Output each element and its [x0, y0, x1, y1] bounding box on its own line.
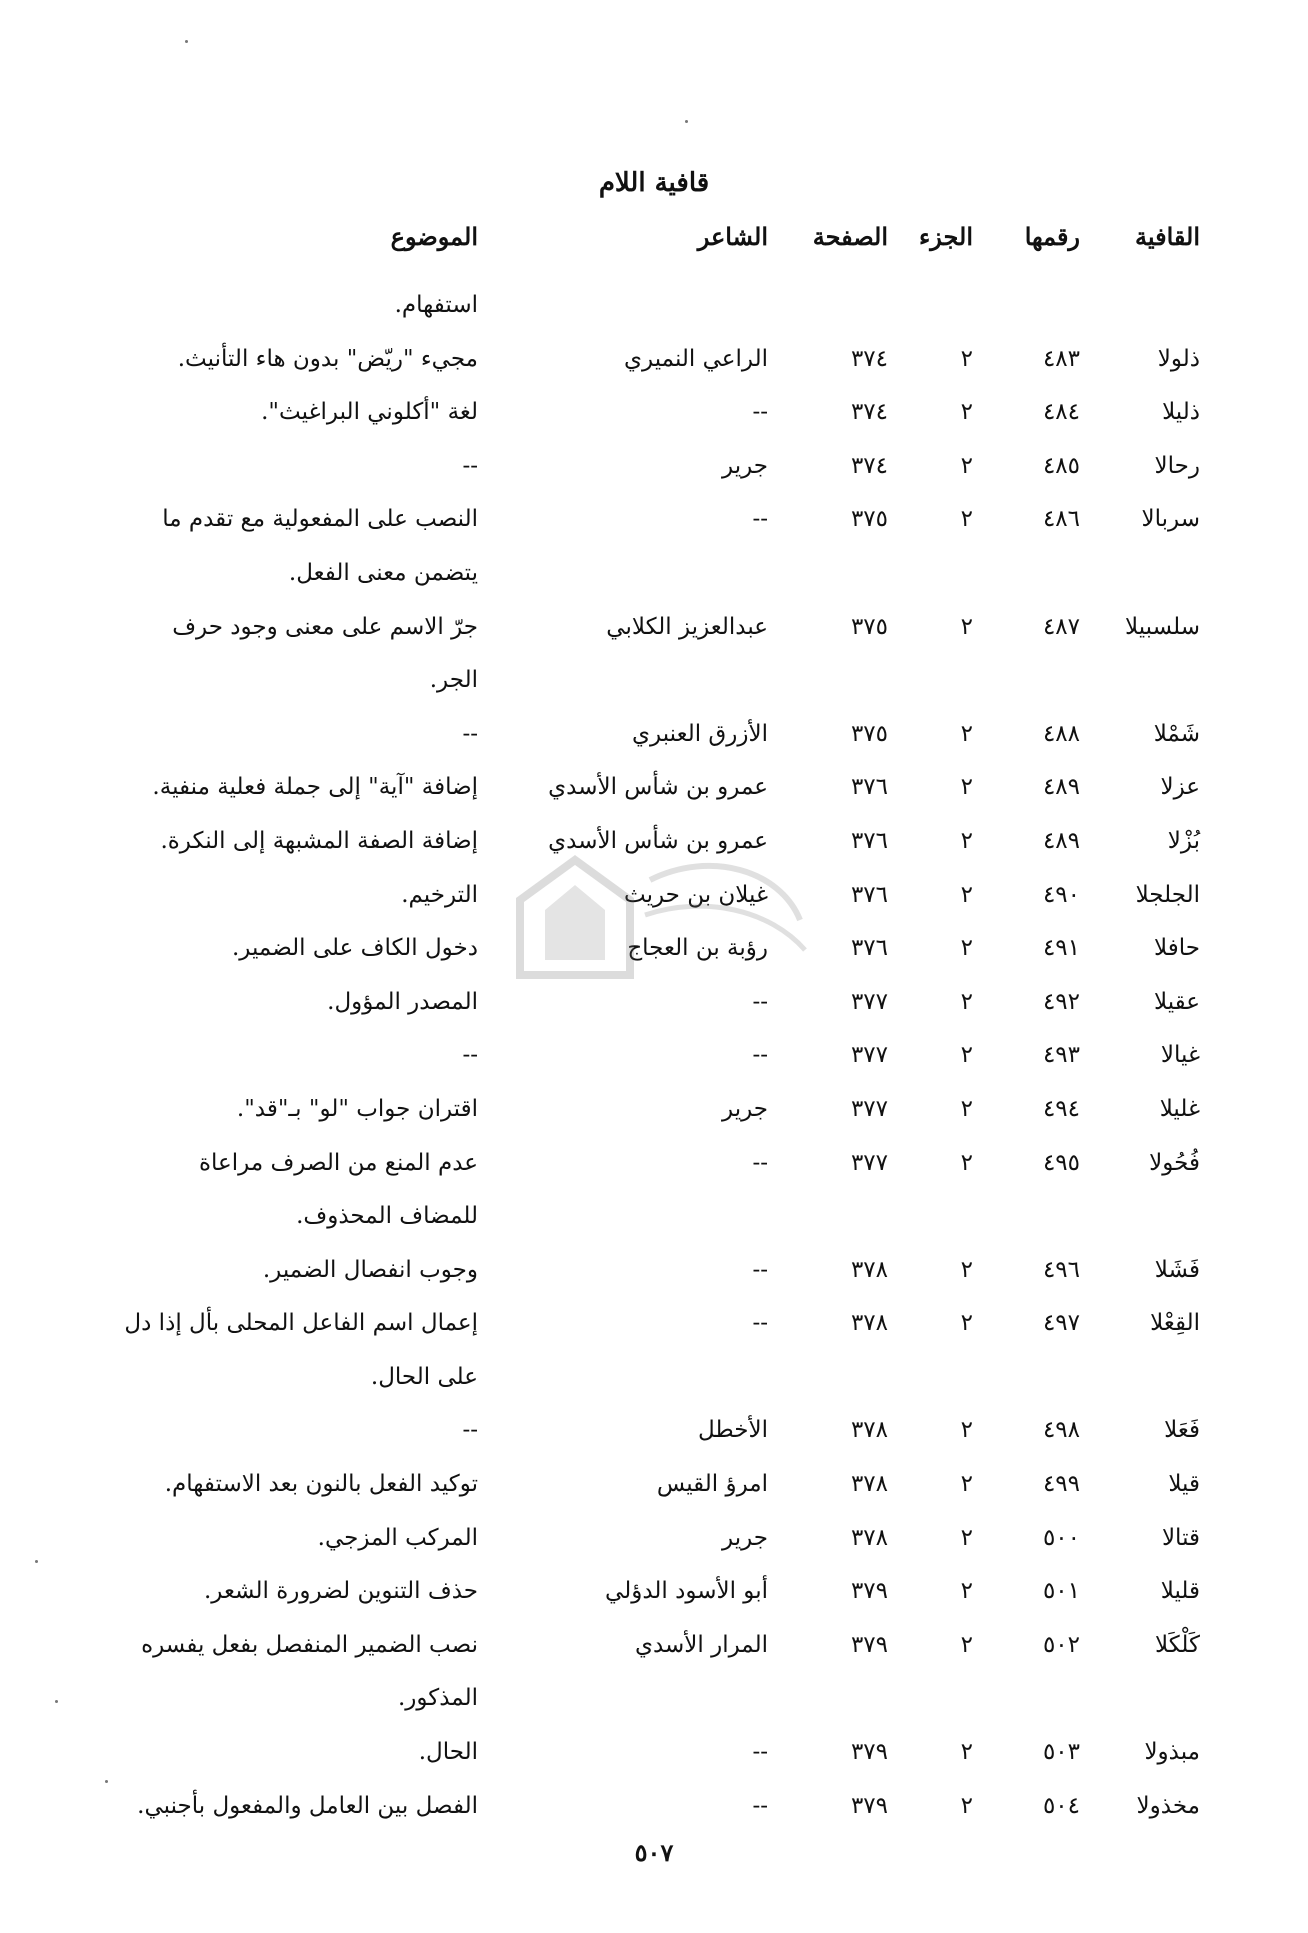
poet-cell: الأخطل [697, 1417, 768, 1444]
number-cell: ٥٠٤ [1042, 1792, 1080, 1819]
table-row [0, 764, 1308, 818]
topic-cell: المذكور. [397, 1685, 478, 1712]
poet-cell: -- [752, 1792, 768, 1819]
part-cell: ٢ [960, 720, 973, 747]
topic-cell: إعمال اسم الفاعل المحلى بأل إذا دل [124, 1310, 478, 1337]
table-row [0, 1247, 1308, 1301]
rhyme-cell: رحالا [1154, 452, 1200, 479]
table-row [0, 1568, 1308, 1622]
table-row [0, 925, 1308, 979]
topic-cell: -- [462, 1417, 478, 1444]
table-row [0, 979, 1308, 1033]
table-row [0, 496, 1308, 550]
poet-cell: أبو الأسود الدؤلي [605, 1578, 768, 1605]
scan-speck [105, 1780, 108, 1783]
index-table [0, 282, 1308, 1819]
scan-speck [55, 1700, 58, 1703]
rhyme-cell: مخذولا [1136, 1792, 1200, 1819]
poet-cell: -- [752, 1042, 768, 1069]
part-cell: ٢ [960, 1471, 973, 1498]
table-row [0, 282, 1308, 336]
topic-cell: المركب المزجي. [317, 1524, 478, 1551]
part-cell: ٢ [960, 774, 973, 801]
table-row [0, 657, 1308, 711]
part-cell: ٢ [960, 1631, 973, 1658]
part-cell: ٢ [960, 1792, 973, 1819]
page-cell: ٣٧٦ [850, 881, 888, 908]
poet-cell: عمرو بن شأس الأسدي [548, 827, 768, 854]
rhyme-cell: سربالا [1141, 506, 1200, 533]
rhyme-cell: القِعْلا [1150, 1310, 1200, 1337]
topic-cell: وجوب انفصال الضمير. [262, 1256, 478, 1283]
topic-cell: -- [462, 720, 478, 747]
page-cell: ٣٧٨ [850, 1471, 888, 1498]
part-cell: ٢ [960, 1578, 973, 1605]
page-cell: ٣٧٩ [850, 1739, 888, 1766]
page-cell: ٣٧٨ [850, 1310, 888, 1337]
page-cell: ٣٧٦ [850, 827, 888, 854]
topic-cell: الترخيم. [401, 881, 478, 908]
number-cell: ٥٠١ [1042, 1578, 1080, 1605]
topic-cell: إضافة الصفة المشبهة إلى النكرة. [160, 827, 478, 854]
table-row [0, 1140, 1308, 1194]
column-header-part: الجزء [919, 222, 973, 251]
topic-cell: الجر. [429, 667, 478, 694]
topic-cell: حذف التنوين لضرورة الشعر. [203, 1578, 478, 1605]
topic-cell: الفصل بين العامل والمفعول بأجنبي. [137, 1792, 478, 1819]
poet-cell: المرار الأسدي [634, 1631, 768, 1658]
column-header-topic: الموضوع [390, 222, 478, 251]
rhyme-cell: مبذولا [1144, 1739, 1200, 1766]
rhyme-cell: فَعَلا [1164, 1417, 1200, 1444]
page-cell: ٣٧٧ [850, 1149, 888, 1176]
part-cell: ٢ [960, 1149, 973, 1176]
number-cell: ٤٩١ [1042, 935, 1080, 962]
part-cell: ٢ [960, 1042, 973, 1069]
table-row [0, 1354, 1308, 1408]
topic-cell: المصدر المؤول. [327, 988, 478, 1015]
poet-cell: -- [752, 988, 768, 1015]
poet-cell: امرؤ القيس [656, 1471, 768, 1498]
part-cell: ٢ [960, 1256, 973, 1283]
number-cell: ٤٩٠ [1042, 881, 1080, 908]
topic-cell: يتضمن معنى الفعل. [288, 559, 478, 586]
rhyme-cell: شَمْلا [1153, 720, 1200, 747]
topic-cell: للمضاف المحذوف. [296, 1203, 478, 1230]
poet-cell: جرير [722, 1524, 768, 1551]
part-cell: ٢ [960, 935, 973, 962]
table-row [0, 336, 1308, 390]
number-cell: ٤٨٥ [1042, 452, 1080, 479]
poet-cell: -- [752, 1149, 768, 1176]
topic-cell: -- [462, 452, 478, 479]
poet-cell: عبدالعزيز الكلابي [606, 613, 768, 640]
rhyme-cell: فُحُولا [1149, 1149, 1200, 1176]
part-cell: ٢ [960, 1310, 973, 1337]
page-cell: ٣٧٤ [850, 399, 888, 426]
page-cell: ٣٧٨ [850, 1256, 888, 1283]
rhyme-cell: فَشَلا [1154, 1256, 1200, 1283]
table-row [0, 1032, 1308, 1086]
poet-cell: عمرو بن شأس الأسدي [548, 774, 768, 801]
topic-cell: إضافة "آية" إلى جملة فعلية منفية. [152, 774, 478, 801]
part-cell: ٢ [960, 827, 973, 854]
topic-cell: النصب على المفعولية مع تقدم ما [162, 506, 478, 533]
page-cell: ٣٧٩ [850, 1792, 888, 1819]
topic-cell: على الحال. [370, 1363, 478, 1390]
table-row [0, 818, 1308, 872]
topic-cell: جرّ الاسم على معنى وجود حرف [172, 613, 478, 640]
column-header-page: الصفحة [812, 222, 888, 251]
rhyme-cell: قليلا [1160, 1578, 1200, 1605]
number-cell: ٤٩٤ [1042, 1095, 1080, 1122]
poet-cell: -- [752, 1310, 768, 1337]
topic-cell: -- [462, 1042, 478, 1069]
number-cell: ٤٨٩ [1042, 774, 1080, 801]
part-cell: ٢ [960, 1417, 973, 1444]
rhyme-cell: كَلْكَلا [1155, 1631, 1200, 1658]
table-row [0, 389, 1308, 443]
number-cell: ٤٨٤ [1042, 399, 1080, 426]
poet-cell: الأزرق العنبري [632, 720, 768, 747]
part-cell: ٢ [960, 1095, 973, 1122]
number-cell: ٤٨٧ [1042, 613, 1080, 640]
number-cell: ٥٠٠ [1042, 1524, 1080, 1551]
number-cell: ٥٠٣ [1042, 1739, 1080, 1766]
rhyme-cell: غليلا [1159, 1095, 1200, 1122]
rhyme-cell: حافلا [1154, 935, 1200, 962]
table-row [0, 604, 1308, 658]
number-cell: ٤٨٨ [1042, 720, 1080, 747]
part-cell: ٢ [960, 506, 973, 533]
topic-cell: الحال. [418, 1739, 478, 1766]
table-row [0, 1729, 1308, 1783]
rhyme-cell: قيلا [1168, 1471, 1200, 1498]
number-cell: ٤٩٥ [1042, 1149, 1080, 1176]
table-row [0, 1783, 1308, 1837]
table-row [0, 1086, 1308, 1140]
page-cell: ٣٧٧ [850, 988, 888, 1015]
page-cell: ٣٧٨ [850, 1524, 888, 1551]
rhyme-cell: سلسبيلا [1124, 613, 1200, 640]
page-cell: ٣٧٦ [850, 935, 888, 962]
page-cell: ٣٧٤ [850, 452, 888, 479]
number-cell: ٤٩٢ [1042, 988, 1080, 1015]
rhyme-cell: غيالا [1160, 1042, 1200, 1069]
rhyme-cell: الجلجلا [1135, 881, 1200, 908]
table-row [0, 1193, 1308, 1247]
number-cell: ٤٩٨ [1042, 1417, 1080, 1444]
page-cell: ٣٧٧ [850, 1042, 888, 1069]
part-cell: ٢ [960, 1739, 973, 1766]
page-cell: ٣٧٥ [850, 506, 888, 533]
table-row [0, 1461, 1308, 1515]
table-row [0, 1300, 1308, 1354]
table-row [0, 443, 1308, 497]
table-row [0, 711, 1308, 765]
poet-cell: -- [752, 1739, 768, 1766]
table-row [0, 1675, 1308, 1729]
poet-cell: الراعي النميري [624, 345, 768, 372]
topic-cell: عدم المنع من الصرف مراعاة [198, 1149, 478, 1176]
table-row [0, 1407, 1308, 1461]
part-cell: ٢ [960, 1524, 973, 1551]
poet-cell: -- [752, 1256, 768, 1283]
part-cell: ٢ [960, 988, 973, 1015]
poet-cell: -- [752, 399, 768, 426]
poet-cell: جرير [722, 452, 768, 479]
number-cell: ٤٩٧ [1042, 1310, 1080, 1337]
number-cell: ٤٩٣ [1042, 1042, 1080, 1069]
scan-speck [185, 40, 188, 43]
rhyme-cell: عقيلا [1153, 988, 1200, 1015]
part-cell: ٢ [960, 399, 973, 426]
topic-cell: دخول الكاف على الضمير. [231, 935, 478, 962]
number-cell: ٤٩٩ [1042, 1471, 1080, 1498]
part-cell: ٢ [960, 452, 973, 479]
part-cell: ٢ [960, 881, 973, 908]
number-cell: ٤٨٩ [1042, 827, 1080, 854]
part-cell: ٢ [960, 613, 973, 640]
number-cell: ٤٩٦ [1042, 1256, 1080, 1283]
column-header-number: رقمها [1024, 222, 1080, 251]
topic-cell: مجيء "ريّض" بدون هاء التأنيث. [177, 345, 478, 372]
topic-cell: لغة "أكلوني البراغيث". [261, 399, 478, 426]
poet-cell: غيلان بن حريث [623, 881, 768, 908]
column-header-rhyme: القافية [1134, 222, 1200, 251]
page-number: ٥٠٧ [634, 1838, 674, 1867]
page-cell: ٣٧٩ [850, 1631, 888, 1658]
rhyme-cell: ذلولا [1157, 345, 1200, 372]
page-cell: ٣٧٩ [850, 1578, 888, 1605]
page-cell: ٣٧٨ [850, 1417, 888, 1444]
table-row [0, 550, 1308, 604]
scan-speck [685, 120, 688, 123]
page-cell: ٣٧٤ [850, 345, 888, 372]
page-cell: ٣٧٥ [850, 720, 888, 747]
number-cell: ٤٨٦ [1042, 506, 1080, 533]
poet-cell: جرير [722, 1095, 768, 1122]
poet-cell: -- [752, 506, 768, 533]
part-cell: ٢ [960, 345, 973, 372]
topic-cell: توكيد الفعل بالنون بعد الاستفهام. [164, 1471, 478, 1498]
rhyme-cell: بُزْلا [1167, 827, 1200, 854]
table-row [0, 1622, 1308, 1676]
number-cell: ٤٨٣ [1042, 345, 1080, 372]
poet-cell: رؤبة بن العجاج [627, 935, 768, 962]
table-row [0, 872, 1308, 926]
page-cell: ٣٧٥ [850, 613, 888, 640]
scan-speck [35, 1560, 38, 1563]
table-row [0, 1515, 1308, 1569]
topic-cell: نصب الضمير المنفصل بفعل يفسره [141, 1631, 478, 1658]
rhyme-cell: ذليلا [1162, 399, 1200, 426]
page-cell: ٣٧٦ [850, 774, 888, 801]
section-heading: قافية اللام [598, 168, 710, 198]
rhyme-cell: عزلا [1160, 774, 1200, 801]
rhyme-cell: قتالا [1161, 1524, 1200, 1551]
page-cell: ٣٧٧ [850, 1095, 888, 1122]
column-header-poet: الشاعر [697, 222, 768, 251]
number-cell: ٥٠٢ [1042, 1631, 1080, 1658]
topic-cell: استفهام. [394, 292, 478, 318]
topic-cell: اقتران جواب "لو" بـ"قد". [236, 1095, 478, 1122]
